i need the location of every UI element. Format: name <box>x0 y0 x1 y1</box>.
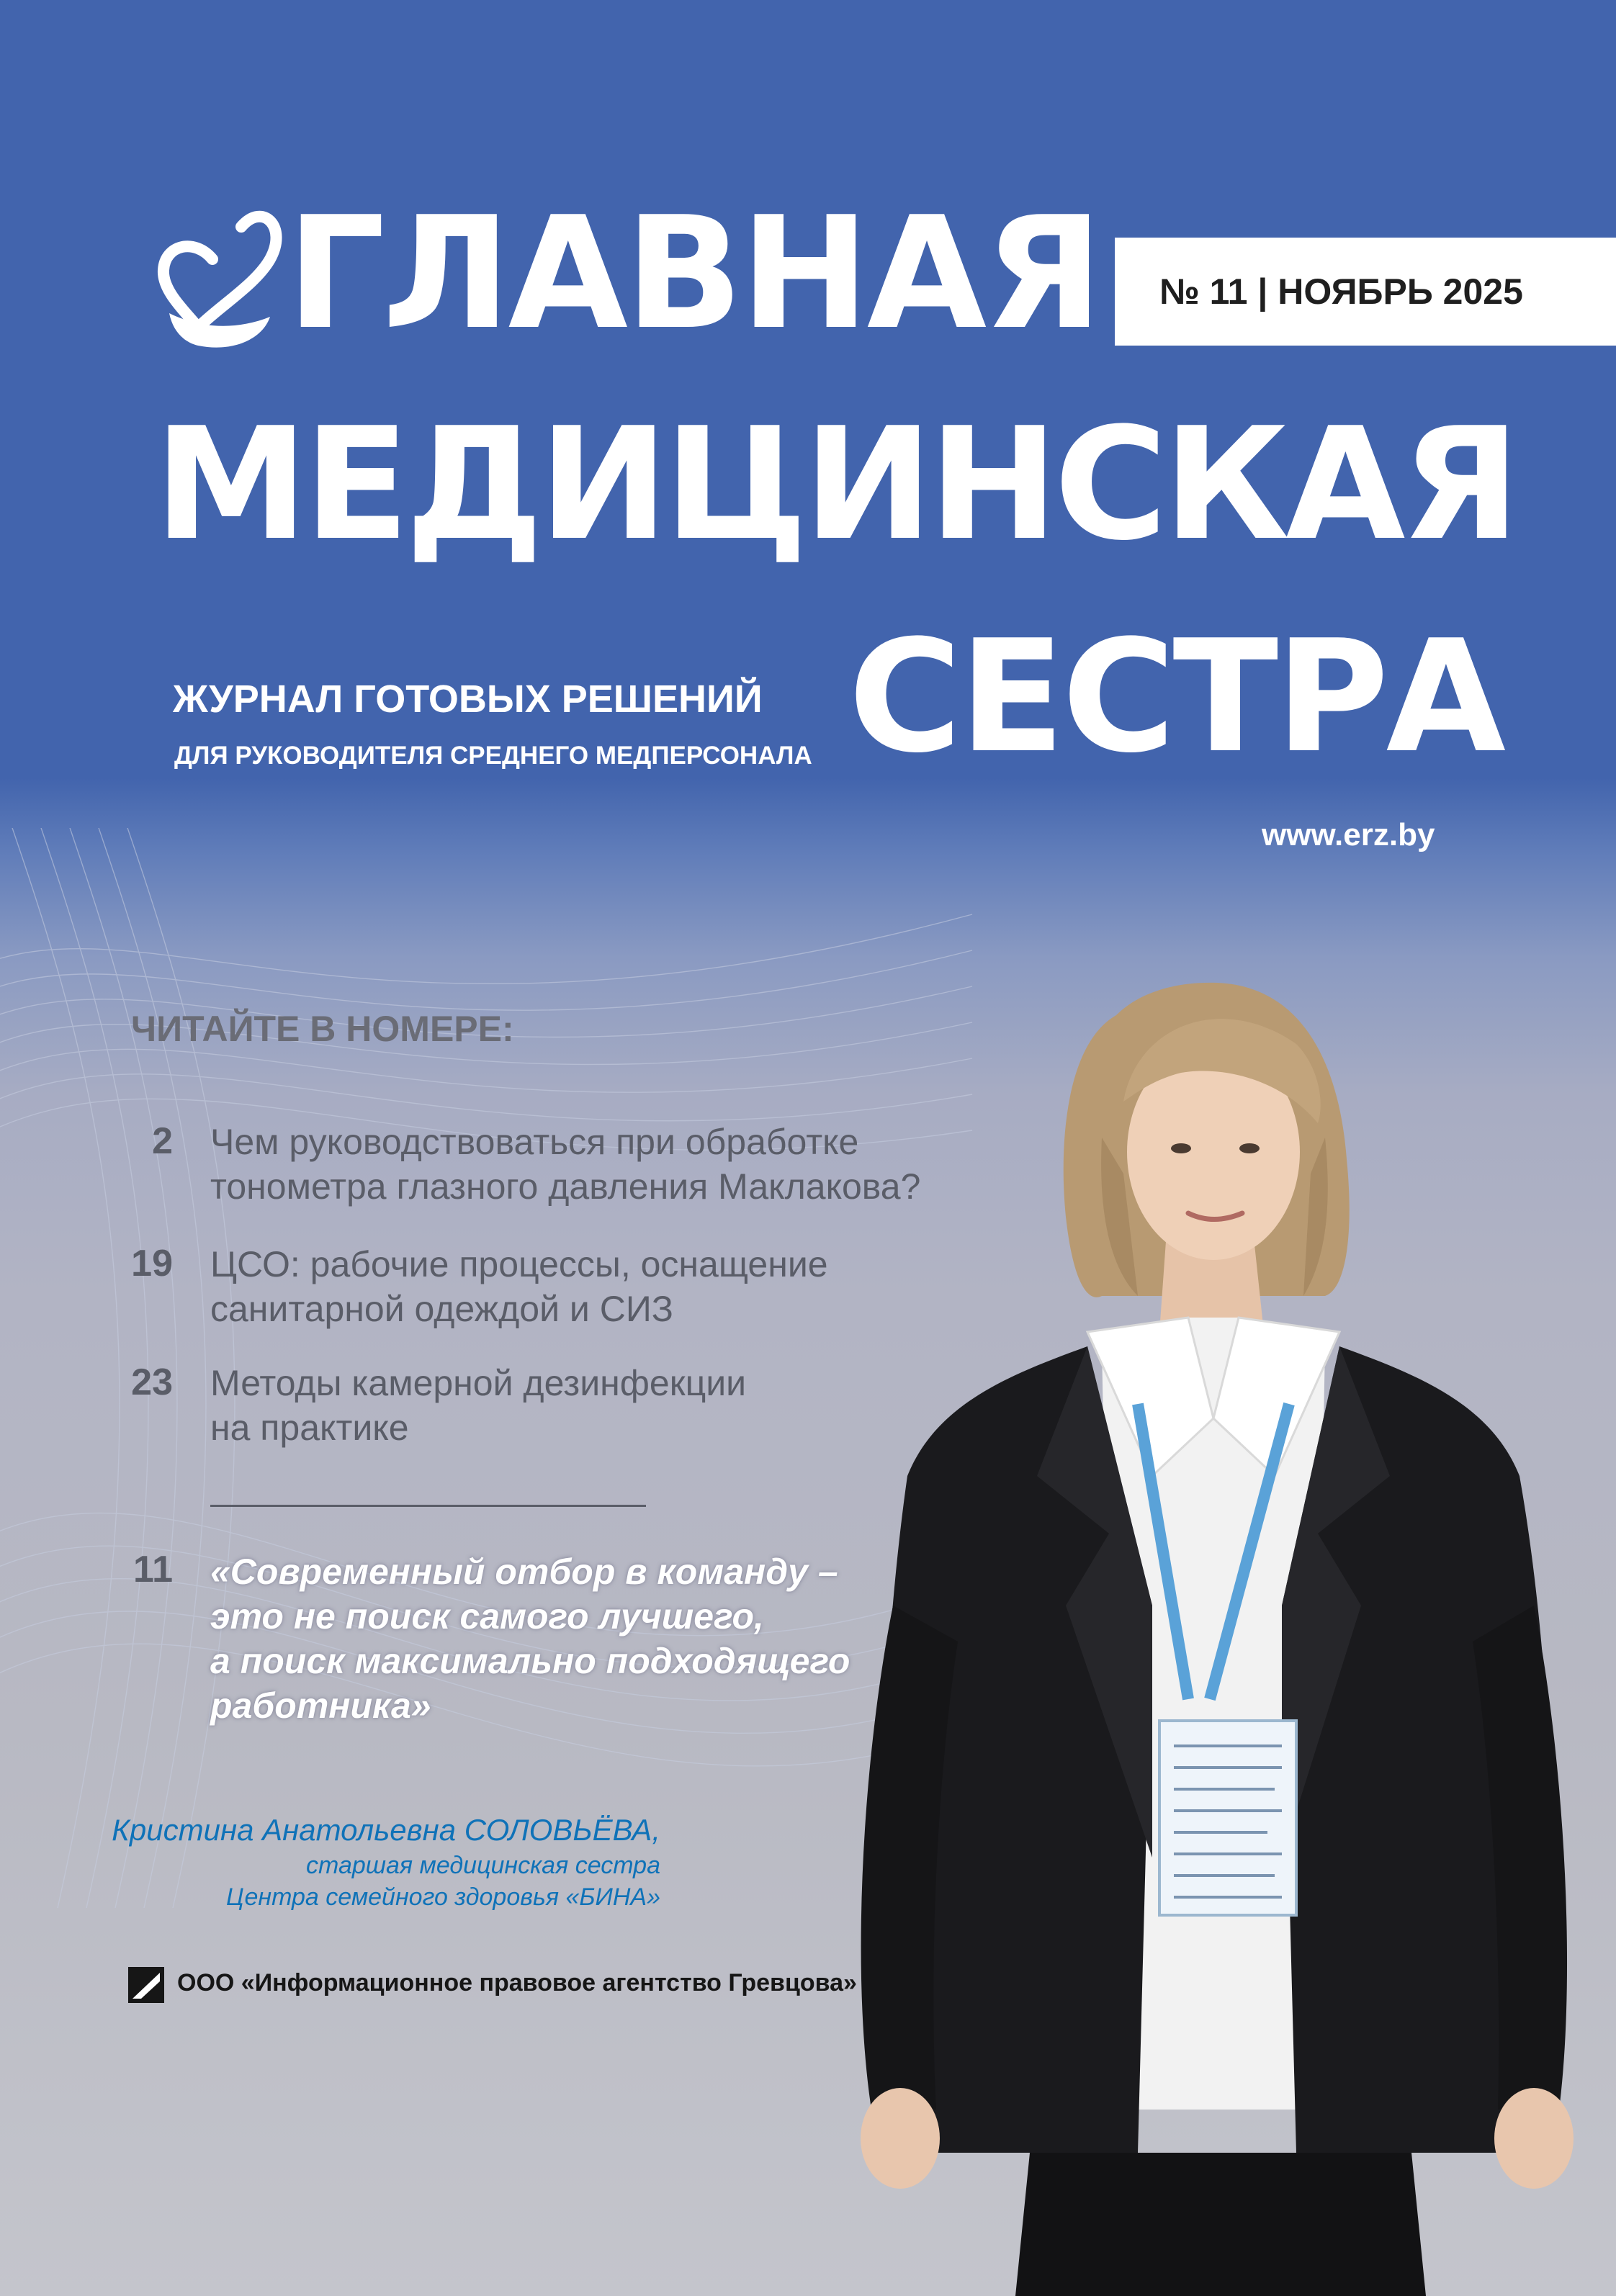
toc-page-number: 23 <box>131 1361 173 1403</box>
toc-page-number: 19 <box>131 1243 173 1284</box>
heart-hand-icon <box>155 205 288 360</box>
toc-title <box>210 1120 930 1209</box>
toc-title <box>210 1361 930 1450</box>
feature-quote-line: «Современный отбор в команду – <box>210 1552 838 1592</box>
feature-quote-line: работника» <box>210 1685 431 1726</box>
feature-quote-line: а поиск максимально подходящего <box>210 1641 850 1681</box>
issue-number: № 11 | НОЯБРЬ 2025 <box>1159 271 1523 312</box>
issue-badge <box>1115 238 1616 346</box>
author-caption <box>12 1811 660 1913</box>
magazine-title-line1: ГЛАВНАЯ <box>287 183 1100 364</box>
author-organization: Центра семейного здоровья «БИНА» <box>226 1883 660 1911</box>
toc-title-line: тонометра глазного давления Маклакова? <box>210 1166 921 1207</box>
toc-title-line: на практике <box>210 1408 409 1448</box>
feature-quote[interactable] <box>210 1549 858 1728</box>
toc-page-number: 2 <box>152 1120 173 1162</box>
toc-title-line: Чем руководствоваться при обработке <box>210 1122 859 1162</box>
feature-page-number: 11 <box>133 1549 173 1590</box>
toc-title-line: санитарной одеждой и СИЗ <box>210 1289 673 1329</box>
magazine-subtitle-small: ДЛЯ РУКОВОДИТЕЛЯ СРЕДНЕГО МЕДПЕРСОНАЛА <box>174 742 812 770</box>
website-link[interactable]: www.erz.by <box>1262 817 1435 852</box>
contents-heading: ЧИТАЙТЕ В НОМЕРЕ: <box>131 1009 514 1049</box>
toc-title-line: ЦСО: рабочие процессы, оснащение <box>210 1244 828 1284</box>
magazine-title-line3: СЕСТРА <box>848 606 1504 787</box>
toc-title-line: Методы камерной дезинфекции <box>210 1363 747 1403</box>
author-role: старшая медицинская сестра <box>306 1852 660 1879</box>
toc-title <box>210 1242 930 1331</box>
cover-photo-woman <box>850 958 1616 2296</box>
author-name: Кристина Анатольевна СОЛОВЬЁВА, <box>112 1813 660 1847</box>
contents-divider <box>210 1505 646 1507</box>
magazine-title-line2: МЕДИЦИНСКАЯ <box>154 394 1517 575</box>
publisher-name: ООО «Информационное правовое агентство Гревцова» <box>177 1969 857 1996</box>
magazine-subtitle: ЖУРНАЛ ГОТОВЫХ РЕШЕНИЙ <box>173 677 763 721</box>
publisher-logo-icon <box>128 1967 164 2003</box>
feature-quote-line: это не поиск самого лучшего, <box>210 1596 764 1637</box>
